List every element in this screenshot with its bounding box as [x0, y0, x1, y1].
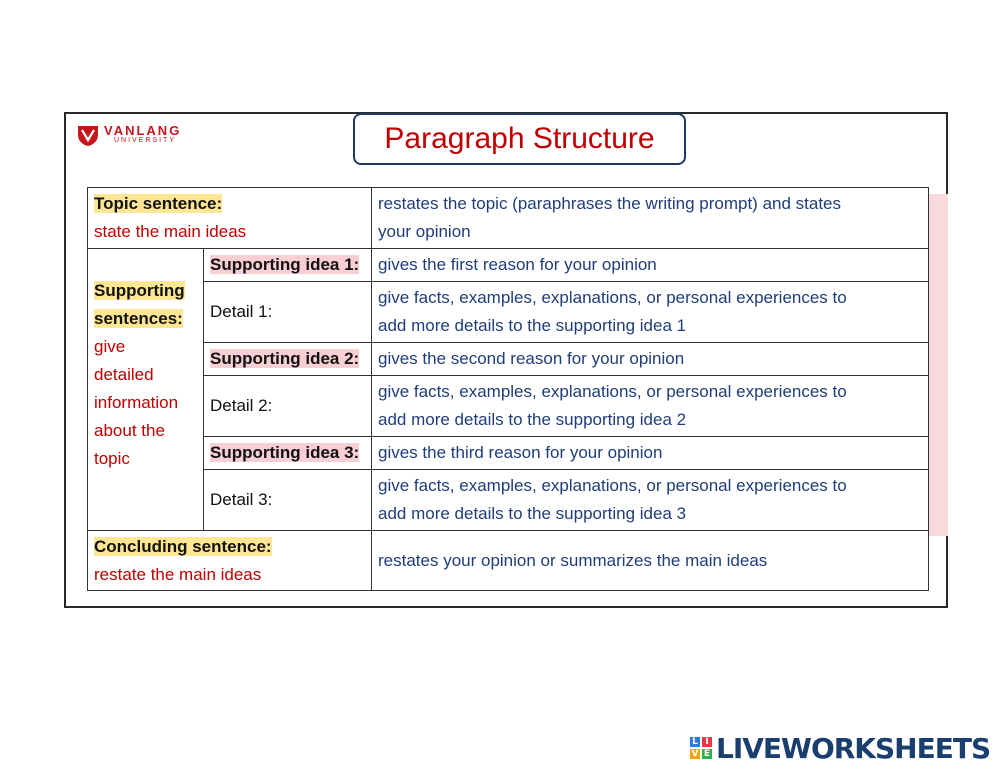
- topic-label-cell: [88, 188, 372, 249]
- supporting-idea-1-desc: gives the first reason for your opinion: [372, 249, 929, 282]
- table-row-topic: [88, 188, 929, 249]
- detail-2-desc-cell: [372, 376, 929, 437]
- table-row-supporting-idea-1: [88, 249, 929, 282]
- supporting-sub-line3: information: [94, 393, 179, 412]
- concluding-sentence-sub: restate the main ideas: [94, 564, 262, 584]
- detail-1-label: Detail 1:: [204, 282, 372, 343]
- logo-wordmark: VANLANG: [104, 123, 182, 138]
- table-row-supporting-idea-3: [88, 437, 929, 470]
- detail-1-desc-line1: give facts, examples, explanations, or personal experiences to: [378, 288, 847, 307]
- paragraph-structure-table: [87, 187, 929, 591]
- pink-side-strip: [929, 194, 948, 536]
- supporting-idea-3-desc: gives the third reason for your opinion: [372, 437, 929, 470]
- table-row-detail-3: [88, 470, 929, 531]
- topic-desc-line2: your opinion: [378, 222, 471, 241]
- liveworksheets-logo: [690, 733, 990, 763]
- supporting-idea-3-label: Supporting idea 3:: [210, 443, 360, 462]
- liveworksheets-grid-icon: [690, 737, 712, 759]
- detail-3-desc-cell: [372, 470, 929, 531]
- detail-2-desc-line2: add more details to the supporting idea 2: [378, 410, 687, 429]
- detail-3-label: Detail 3:: [204, 470, 372, 531]
- supporting-idea-2-label: Supporting idea 2:: [210, 349, 360, 368]
- grid-letter-v: V: [691, 749, 699, 759]
- detail-1-desc-line2: add more details to the supporting idea 1: [378, 316, 687, 335]
- vanlang-logo: [76, 123, 186, 149]
- topic-sentence-label: Topic sentence:: [94, 194, 223, 213]
- detail-2-label: Detail 2:: [204, 376, 372, 437]
- supporting-label-line2: sentences:: [94, 309, 183, 328]
- concluding-desc: restates your opinion or summarizes the main ideas: [372, 531, 929, 591]
- table-row-supporting-idea-2: [88, 343, 929, 376]
- table-row-concluding: [88, 531, 929, 591]
- topic-desc-cell: [372, 188, 929, 249]
- vanlang-shield-icon: [76, 123, 100, 147]
- page-title: Paragraph Structure: [384, 122, 655, 155]
- detail-2-desc-line1: give facts, examples, explanations, or personal experiences to: [378, 382, 847, 401]
- topic-sentence-sub: state the main ideas: [94, 222, 247, 241]
- supporting-label-cell: [88, 249, 204, 531]
- supporting-sub-line4: about the: [94, 421, 165, 440]
- grid-letter-e: E: [703, 749, 711, 759]
- supporting-sub-line2: detailed: [94, 365, 154, 384]
- supporting-idea-3-cell: [204, 437, 372, 470]
- supporting-sub-line5: topic: [94, 449, 130, 468]
- table-row-detail-2: [88, 376, 929, 437]
- logo-subtitle: UNIVERSITY: [114, 137, 177, 144]
- detail-3-desc-line1: give facts, examples, explanations, or personal experiences to: [378, 476, 847, 495]
- topic-desc-line1: restates the topic (paraphrases the writing prompt) and states: [378, 194, 842, 213]
- supporting-label-line1: Supporting: [94, 281, 185, 300]
- supporting-idea-2-desc: gives the second reason for your opinion: [372, 343, 929, 376]
- detail-3-desc-line2: add more details to the supporting idea 3: [378, 504, 687, 523]
- supporting-sub-line1: give: [94, 337, 126, 356]
- concluding-label-cell: [88, 531, 372, 591]
- supporting-idea-1-label: Supporting idea 1:: [210, 255, 360, 274]
- grid-letter-l: L: [690, 737, 700, 747]
- supporting-idea-1-cell: [204, 249, 372, 282]
- table-row-detail-1: [88, 282, 929, 343]
- grid-letter-i: I: [702, 737, 712, 747]
- title-box: [353, 113, 686, 165]
- supporting-idea-2-cell: [204, 343, 372, 376]
- detail-1-desc-cell: [372, 282, 929, 343]
- liveworksheets-wordmark: LIVEWORKSHEETS: [716, 731, 991, 765]
- concluding-sentence-label: Concluding sentence:: [94, 536, 272, 556]
